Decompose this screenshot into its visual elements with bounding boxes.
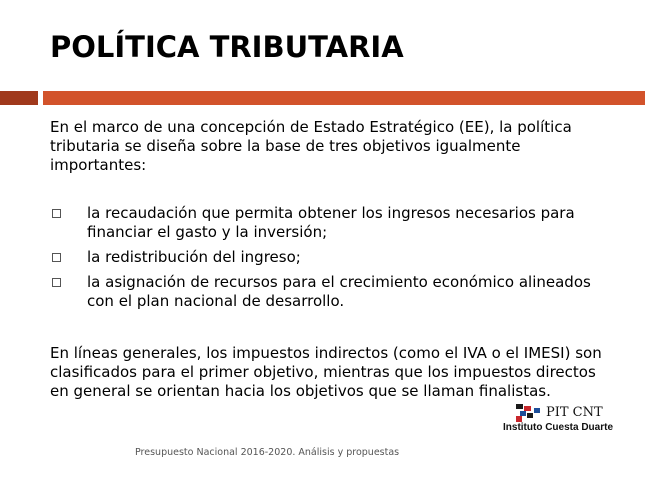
slide-title: POLÍTICA TRIBUTARIA bbox=[50, 30, 404, 64]
list-item bbox=[50, 248, 610, 267]
list-item bbox=[50, 273, 610, 311]
bullet-text: la recaudación que permita obtener los ingresos necesarios para financiar el gasto y la inversión; bbox=[87, 204, 575, 241]
list-item bbox=[50, 204, 610, 242]
slide-footer: Presupuesto Nacional 2016-2020. Análisis y propuestas bbox=[135, 447, 400, 458]
logo-name: PIT CNT bbox=[546, 405, 603, 420]
square-bullet-icon bbox=[52, 253, 61, 262]
title-accent-bar-dark bbox=[0, 91, 38, 105]
pit-cnt-emblem-icon bbox=[514, 404, 544, 422]
square-bullet-icon bbox=[52, 209, 61, 218]
closing-paragraph: En líneas generales, los impuestos indirectos (como el IVA o el IMESI) son clasificados para el primer objetivo, mientras que los impuestos directos en general se orientan hacia los objetivos que se llaman finalistas. bbox=[50, 344, 602, 400]
pit-cnt-logo bbox=[500, 404, 620, 434]
title-accent-bar bbox=[43, 91, 645, 105]
objectives-list bbox=[50, 204, 610, 317]
bullet-text: la redistribución del ingreso; bbox=[87, 248, 301, 266]
bullet-text: la asignación de recursos para el crecimiento económico alineados con el plan nacional de desarrollo. bbox=[87, 273, 591, 310]
intro-paragraph: En el marco de una concepción de Estado Estratégico (EE), la política tributaria se diseña sobre la base de tres objetivos igualmente importantes: bbox=[50, 118, 572, 174]
square-bullet-icon bbox=[52, 278, 61, 287]
logo-subtitle: Instituto Cuesta Duarte bbox=[503, 422, 614, 433]
